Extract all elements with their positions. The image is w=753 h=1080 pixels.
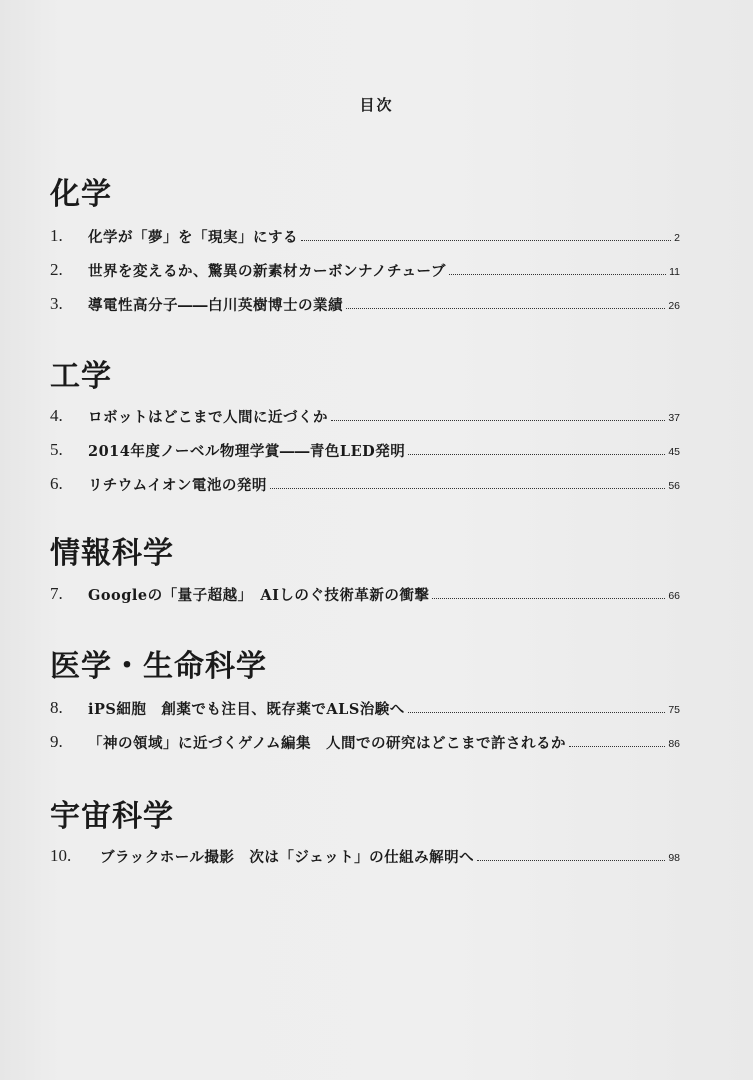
dot-leader <box>449 274 666 275</box>
entry-number: 6. <box>50 474 63 493</box>
toc-entry[interactable] <box>50 292 680 314</box>
toc-entry[interactable] <box>50 582 680 604</box>
toc-entry[interactable] <box>50 224 680 246</box>
entry-number: 8. <box>50 698 63 717</box>
entry-number: 9. <box>50 732 63 751</box>
toc-entry[interactable] <box>50 472 680 494</box>
toc-entry[interactable] <box>50 696 680 718</box>
entry-page-number: 11 <box>669 266 680 278</box>
entry-page-number: 45 <box>668 446 680 458</box>
section-heading-information-science: 情報科学 <box>50 536 174 571</box>
dot-leader <box>270 488 665 489</box>
entry-number: 4. <box>50 406 63 425</box>
entry-number: 1. <box>50 226 63 245</box>
entry-page-number: 37 <box>668 412 680 424</box>
entry-number: 10. <box>50 846 72 865</box>
dot-leader <box>432 598 665 599</box>
dot-leader <box>477 860 665 861</box>
dot-leader <box>408 454 665 455</box>
entry-page-number: 56 <box>668 480 680 492</box>
entry-title: 導電性高分子――白川英樹博士の業績 <box>88 296 343 314</box>
dot-leader <box>408 712 666 713</box>
section-heading-medicine-life-science: 医学・生命科学 <box>50 649 267 684</box>
entry-number: 7. <box>50 584 63 603</box>
entry-number: 3. <box>50 294 63 313</box>
toc-entry[interactable] <box>50 730 680 752</box>
section-heading-space-science: 宇宙科学 <box>50 799 174 834</box>
entry-page-number: 26 <box>668 300 680 312</box>
page-title: 目次 <box>359 96 394 114</box>
entry-title: 2014年度ノーベル物理学賞――青色LED発明 <box>88 442 406 460</box>
entry-title: 世界を変えるか、驚異の新素材カーボンナノチューブ <box>88 262 446 280</box>
entry-title: 化学が「夢」を「現実」にする <box>88 228 298 246</box>
entry-page-number: 86 <box>668 738 680 750</box>
entry-page-number: 98 <box>668 852 680 864</box>
dot-leader <box>301 240 671 241</box>
entry-title: ブラックホール撮影 次は「ジェット」の仕組み解明へ <box>100 848 475 866</box>
entry-title: リチウムイオン電池の発明 <box>88 476 267 494</box>
toc-entry[interactable] <box>50 438 680 460</box>
dot-leader <box>569 746 665 747</box>
entry-number: 5. <box>50 440 63 459</box>
entry-page-number: 66 <box>668 590 680 602</box>
entry-title: iPS細胞 創薬でも注目、既存薬でALS治験へ <box>88 700 405 718</box>
entry-page-number: 2 <box>674 232 680 244</box>
entry-title: 「神の領域」に近づくゲノム編集 人間での研究はどこまで許されるか <box>88 734 566 752</box>
dot-leader <box>346 308 665 309</box>
toc-entry[interactable] <box>50 258 680 280</box>
entry-title: ロボットはどこまで人間に近づくか <box>88 408 328 426</box>
section-heading-chemistry: 化学 <box>50 177 112 212</box>
entry-title: Googleの「量子超越」 AIしのぐ技術革新の衝撃 <box>88 586 430 604</box>
toc-entry[interactable] <box>50 844 680 866</box>
toc-entry[interactable] <box>50 404 680 426</box>
entry-page-number: 75 <box>668 704 680 716</box>
dot-leader <box>331 420 665 421</box>
section-heading-engineering: 工学 <box>50 359 112 394</box>
entry-number: 2. <box>50 260 63 279</box>
